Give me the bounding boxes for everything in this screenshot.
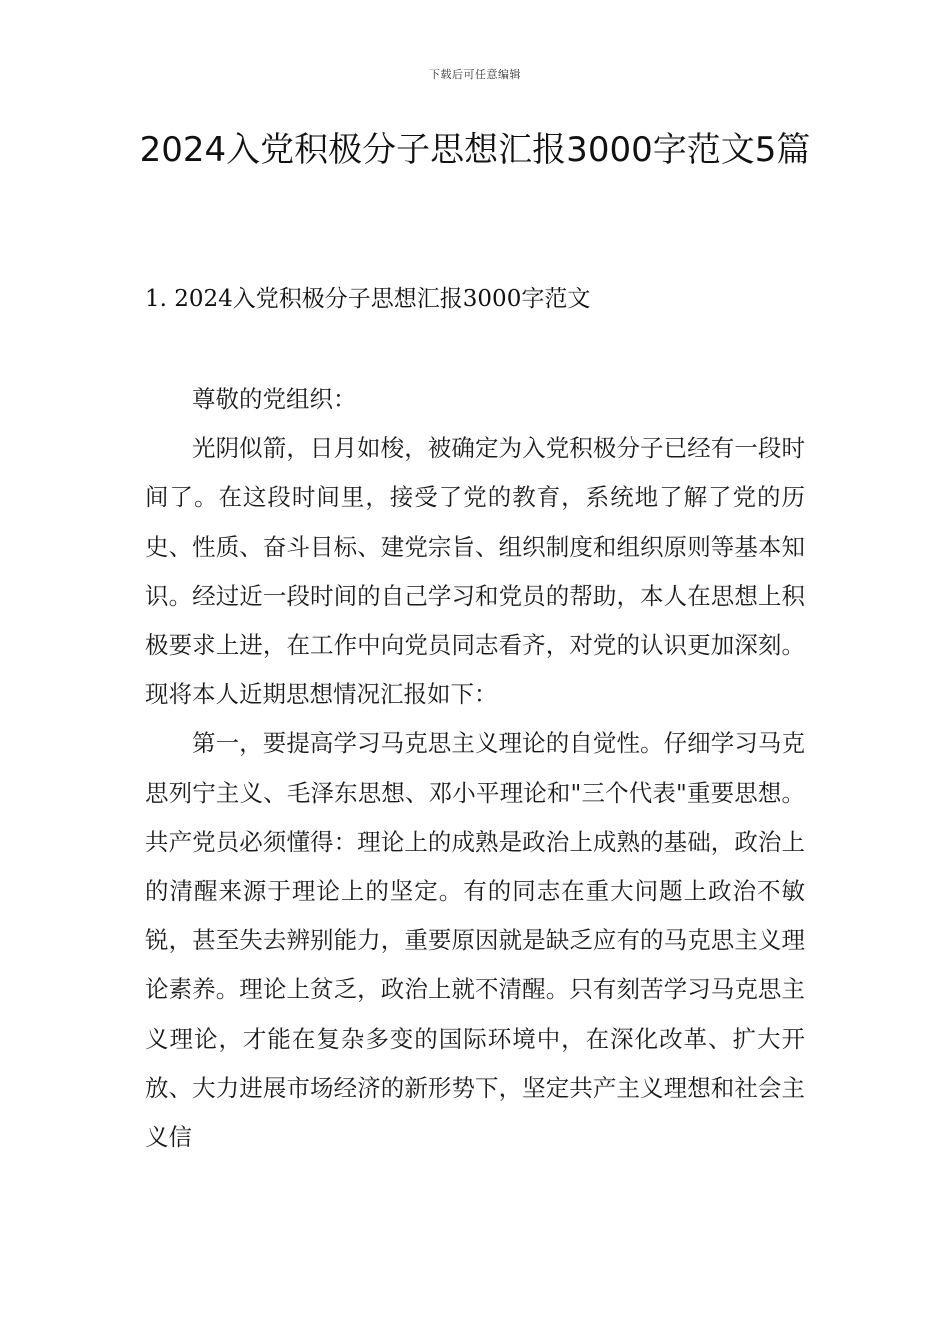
header-note: 下载后可任意编辑: [429, 68, 521, 81]
salutation: 尊敬的党组织：: [192, 385, 357, 413]
document-body: [145, 375, 805, 1162]
section-heading: 1. 2024入党积极分子思想汇报3000字范文: [145, 286, 591, 312]
document-title: 2024入党积极分子思想汇报3000字范文5篇: [139, 130, 811, 170]
body-paragraph: 第一，要提高学习马克思主义理论的自觉性。仔细学习马克思列宁主义、毛泽东思想、邓小平理论和"三个代表"重要思想。共产党员必须懂得：理论上的成熟是政治上成熟的基础，政治上的清醒来源于理论上的坚定。有的同志在重大问题上政治不敏锐，甚至失去辨别能力，重要原因就是缺乏应有的马克思主义理论素养。理论上贫乏，政治上就不清醒。只有刻苦学习马克思主义理论，才能在复杂多变的国际环境中，在深化改革、扩大开放、大力进展市场经济的新形势下，坚定共产主义理想和社会主义信: [145, 729, 805, 1152]
body-paragraph: 光阴似箭，日月如梭，被确定为入党积极分子已经有一段时间了。在这段时间里，接受了党的教育，系统地了解了党的历史、性质、奋斗目标、建党宗旨、组织制度和组织原则等基本知识。经过近一段时间的自己学习和党员的帮助，本人在思想上积极要求上进，在工作中向党员同志看齐，对党的认识更加深刻。现将本人近期思想情况汇报如下：: [145, 434, 805, 709]
